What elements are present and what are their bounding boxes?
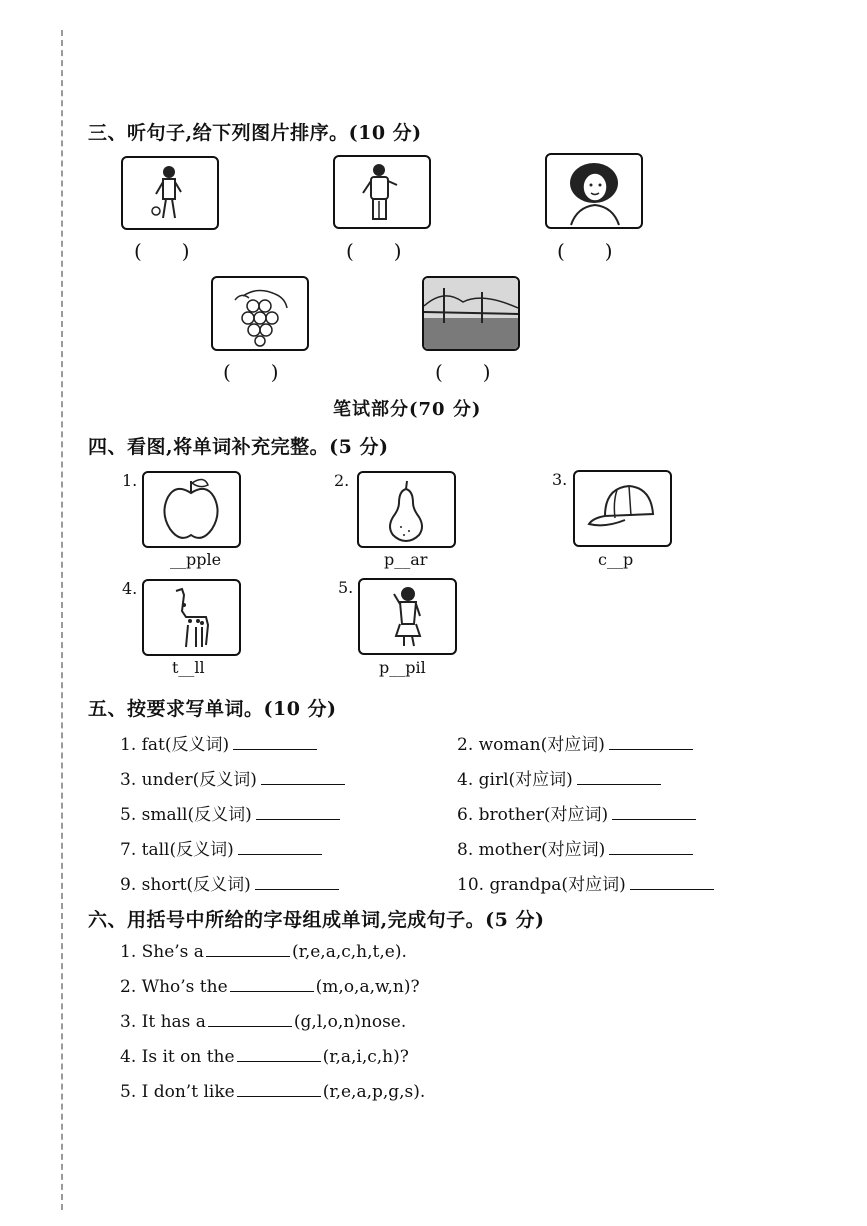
word-question-10: 10. grandpa(对应词) xyxy=(457,870,714,895)
word-fill-5: p__pil xyxy=(379,658,426,677)
answer-blank[interactable] xyxy=(238,840,322,855)
sentence-question-3: 3. It has a (g,l,o,n)nose. xyxy=(120,1012,407,1032)
answer-blank[interactable] xyxy=(237,1047,321,1062)
woman-icon xyxy=(547,155,641,227)
word-question-6: 6. brother(对应词) xyxy=(457,800,696,825)
word-question-5: 5. small(反义词) xyxy=(120,800,340,825)
section3-title: 三、听句子,给下列图片排序。(10 分) xyxy=(88,122,422,144)
man-icon xyxy=(335,157,429,227)
woman-picture xyxy=(545,153,643,229)
answer-blank[interactable] xyxy=(208,1012,292,1027)
answer-blank[interactable] xyxy=(256,805,340,820)
answer-blank[interactable] xyxy=(609,735,693,750)
section6-title: 六、用括号中所给的字母组成单词,完成句子。(5 分) xyxy=(88,909,545,931)
grapes-picture xyxy=(211,276,309,351)
pupil-icon xyxy=(360,580,455,653)
word-question-8: 8. mother(对应词) xyxy=(457,835,693,860)
man-picture xyxy=(333,155,431,229)
word-question-9: 9. short(反义词) xyxy=(120,870,339,895)
giraffe-picture xyxy=(142,579,241,656)
item-number: 3. xyxy=(552,470,568,489)
item-number: 2. xyxy=(334,471,350,490)
answer-paren-3: ( ) xyxy=(557,239,613,263)
answer-blank[interactable] xyxy=(233,735,317,750)
answer-blank[interactable] xyxy=(230,977,314,992)
word-fill-1: __pple xyxy=(170,550,222,569)
answer-blank[interactable] xyxy=(577,770,661,785)
binding-margin-line xyxy=(61,30,63,1210)
sentence-question-1: 1. She’s a (r,e,a,c,h,t,e). xyxy=(120,942,407,962)
answer-blank[interactable] xyxy=(630,875,714,890)
apple-icon xyxy=(144,473,239,546)
answer-blank[interactable] xyxy=(261,770,345,785)
answer-blank[interactable] xyxy=(255,875,339,890)
sentence-question-5: 5. I don’t like (r,e,a,p,g,s). xyxy=(120,1082,426,1102)
answer-blank[interactable] xyxy=(609,840,693,855)
boy-icon xyxy=(123,158,217,228)
sentence-question-4: 4. Is it on the (r,a,i,c,h)? xyxy=(120,1047,409,1067)
answer-blank[interactable] xyxy=(237,1082,321,1097)
cap-picture xyxy=(573,470,672,547)
word-question-4: 4. girl(对应词) xyxy=(457,765,661,790)
bridge-picture xyxy=(422,276,520,351)
written-part-title: 笔试部分(70 分) xyxy=(333,399,482,420)
word-fill-4: t__ll xyxy=(172,658,205,677)
item-number: 1. xyxy=(122,471,138,490)
apple-picture xyxy=(142,471,241,548)
answer-paren-4: ( ) xyxy=(223,360,279,384)
word-question-3: 3. under(反义词) xyxy=(120,765,345,790)
word-fill-3: c__p xyxy=(598,550,634,569)
pear-picture xyxy=(357,471,456,548)
section5-title: 五、按要求写单词。(10 分) xyxy=(88,698,337,720)
word-question-2: 2. woman(对应词) xyxy=(457,730,693,755)
grapes-icon xyxy=(213,278,307,349)
pear-icon xyxy=(359,473,454,546)
word-question-7: 7. tall(反义词) xyxy=(120,835,322,860)
answer-blank[interactable] xyxy=(206,942,290,957)
answer-paren-2: ( ) xyxy=(346,239,402,263)
cap-icon xyxy=(575,472,670,545)
word-question-1: 1. fat(反义词) xyxy=(120,730,317,755)
item-number: 4. xyxy=(122,579,138,598)
answer-paren-1: ( ) xyxy=(134,239,190,263)
giraffe-icon xyxy=(144,581,239,654)
boy-picture xyxy=(121,156,219,230)
bridge-icon xyxy=(424,278,518,349)
answer-paren-5: ( ) xyxy=(435,360,491,384)
pupil-picture xyxy=(358,578,457,655)
item-number: 5. xyxy=(338,578,354,597)
section4-title: 四、看图,将单词补充完整。(5 分) xyxy=(88,436,389,458)
word-fill-2: p__ar xyxy=(384,550,428,569)
answer-blank[interactable] xyxy=(612,805,696,820)
sentence-question-2: 2. Who’s the (m,o,a,w,n)? xyxy=(120,977,420,997)
